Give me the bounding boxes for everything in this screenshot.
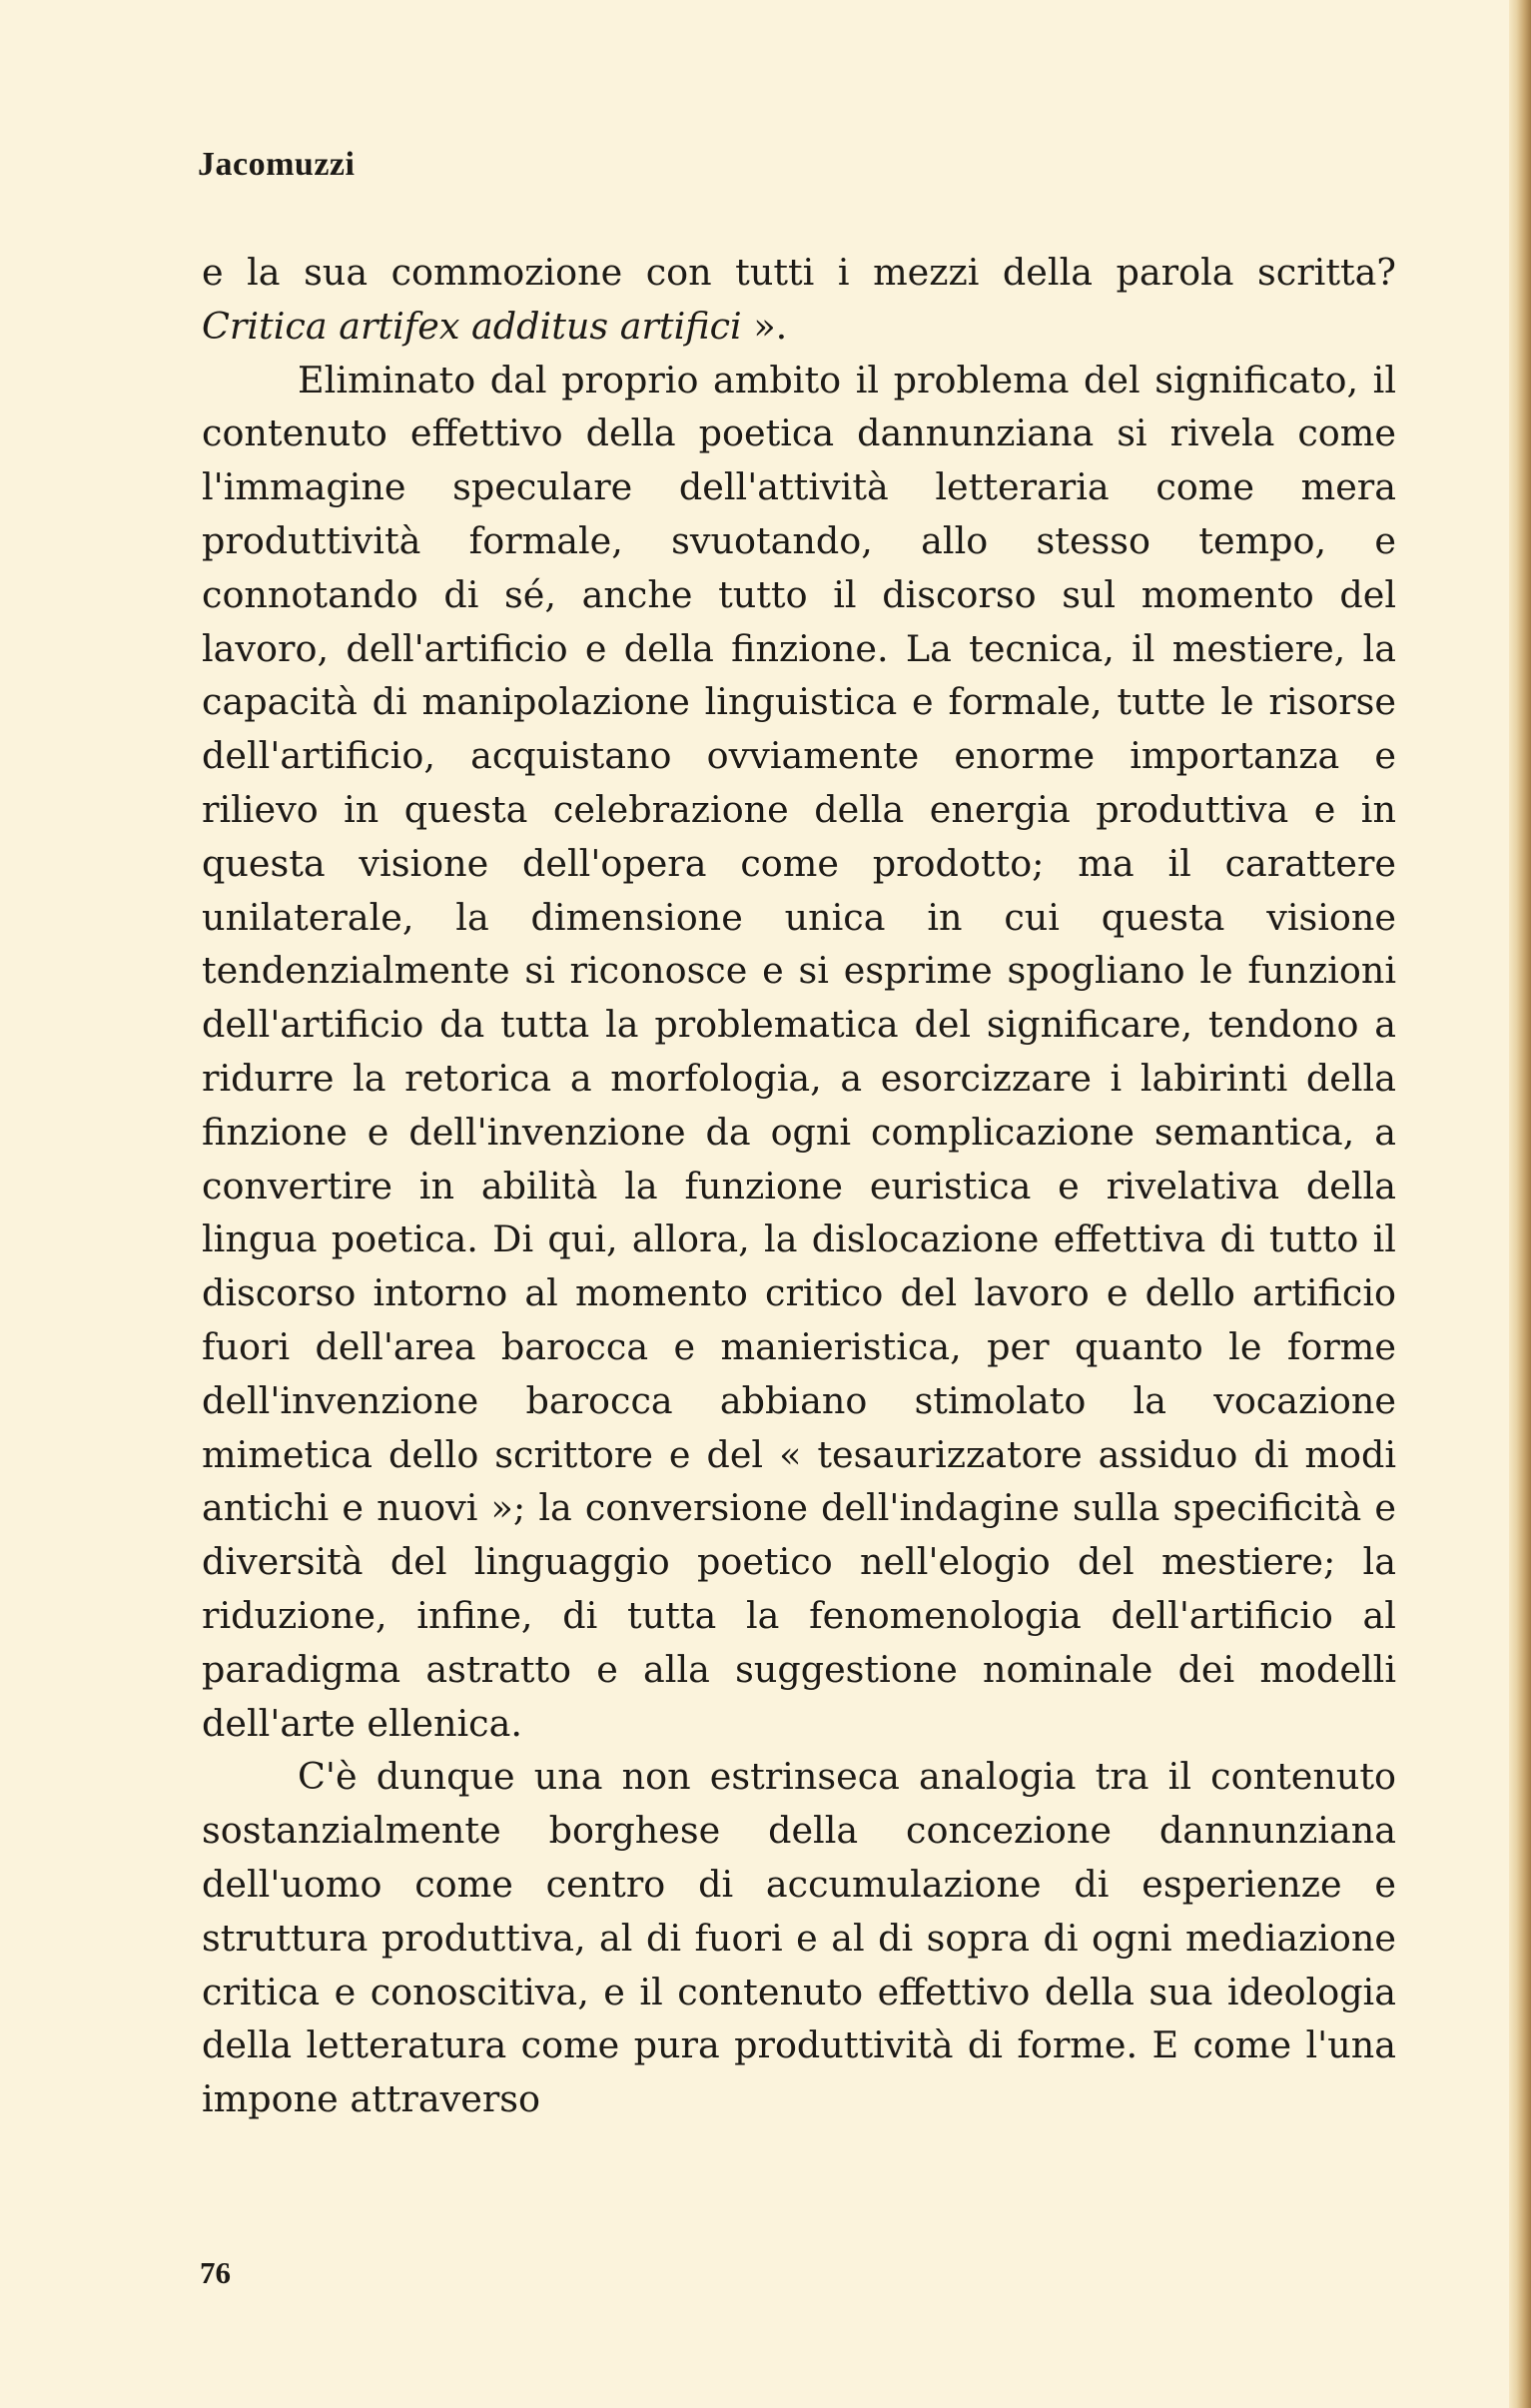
latin-quotation: Critica artifex additus artifici <box>202 304 742 348</box>
running-head-author: Jacomuzzi <box>198 146 356 183</box>
page-number: 76 <box>200 2255 231 2290</box>
page-edge <box>1509 0 1531 2408</box>
paragraph-continuation-text: e la sua commozione con tutti i mezzi della parola scritta? <box>202 251 1396 294</box>
paragraph-continuation <box>202 246 1396 354</box>
paragraph-poetics: Eliminato dal proprio ambito il problema del significato, il contenuto effettivo della poetica dannunziana si rivela come l'immagine speculare dell'attività letteraria come mera produttività formale, svuotando, allo stesso tempo, e connotando di sé, anche tutto il discorso sul momento del lavoro, dell'artificio e della finzione. La tecnica, il mestiere, la capacità di manipolazione linguistica e formale, tutte le risorse dell'artificio, acquistano ovviamente enorme importanza e rilievo in questa celebrazione della energia produttiva e in questa visione dell'opera come prodotto; ma il carattere unilaterale, la dimensione unica in cui questa visione tendenzialmente si riconosce e si esprime spogliano le funzioni dell'artificio da tutta la problematica del significare, tendono a ridurre la retorica a morfologia, a esorcizzare i labirinti della finzione e dell'invenzione da ogni complicazione semantica, a convertire in abilità la funzione euristica e rivelativa della lingua poetica. Di qui, allora, la dislocazione effettiva di tutto il discorso intorno al momento critico del lavoro e dello artificio fuori dell'area barocca e manieristica, per quanto le forme dell'invenzione barocca abbiano stimolato la vocazione mimetica dello scrittore e del « tesaurizzatore assiduo di modi antichi e nuovi »; la conversione dell'indagine sulla specificità e diversità del linguaggio poetico nell'elogio del mestiere; la riduzione, infine, di tutta la fenomenologia dell'artificio al paradigma astratto e alla suggestione nominale dei modelli dell'arte ellenica. <box>202 358 1396 1745</box>
quotation-close: ». <box>741 304 788 348</box>
paragraph-analogy: C'è dunque una non estrinseca analogia tra il contenuto sostanzialmente borghese della concezione dannunziana dell'uomo come centro di accumulazione di esperienze e struttura produttiva, al di fuori e al di sopra di ogni mediazione critica e conoscitiva, e il contenuto effettivo della sua ideologia della letteratura come pura produttività di forme. E come l'una impone attraverso <box>202 1755 1396 2121</box>
body-text <box>202 246 1396 2126</box>
